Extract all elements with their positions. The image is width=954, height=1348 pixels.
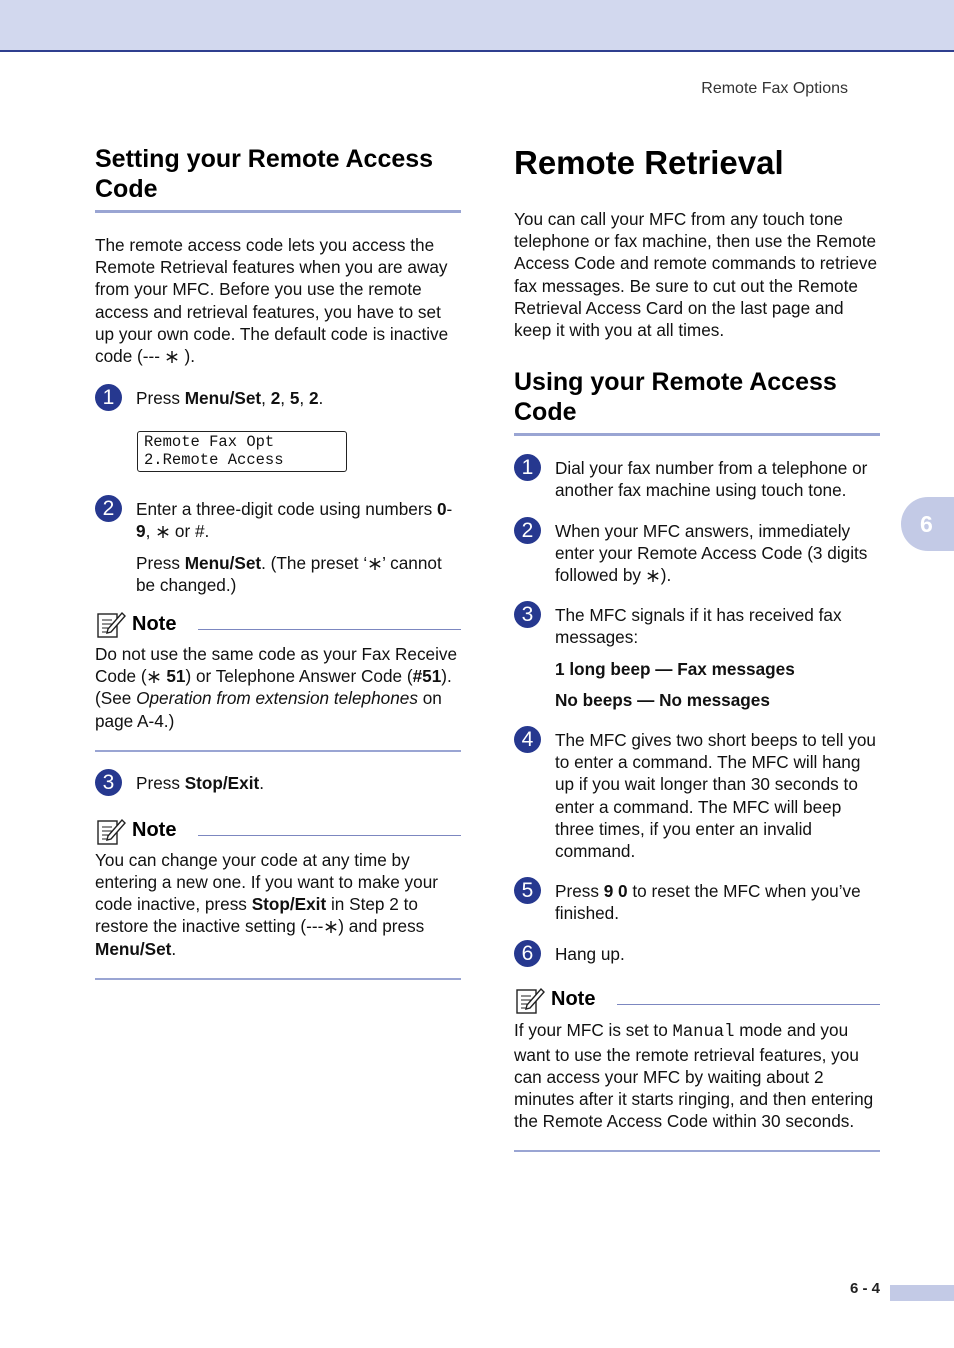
step-3-signals: 3 The MFC signals if it has received fax messages: — [514, 604, 880, 648]
step-number-3: 3 — [95, 769, 122, 796]
page-number: 6 - 4 — [849, 1280, 880, 1297]
left-column — [95, 144, 461, 980]
note-1-divider — [198, 629, 461, 630]
step-number-6: 6 — [514, 940, 541, 967]
lcd-display — [137, 431, 347, 472]
note-pencil-icon — [514, 985, 545, 1015]
step-2-press-menu: Press Menu/Set. (The preset ‘ ’ cannot be changed.) — [136, 552, 442, 595]
step-number-2: 2 — [95, 495, 122, 522]
star-icon — [155, 520, 170, 542]
step-5-reset: 5 Press 9 0 to reset the MFC when you’ve finished. — [514, 880, 880, 924]
running-title: Remote Fax Options — [701, 80, 848, 97]
step-number-3: 3 — [514, 601, 541, 628]
footer-band — [890, 1285, 954, 1301]
note-1-end-rule — [95, 750, 461, 752]
key-stop-exit: Stop/Exit — [184, 772, 260, 793]
lcd-line-1: Remote Fax Opt — [144, 433, 275, 452]
note-3-end-rule — [514, 1150, 880, 1152]
note-1-text: Do not use the same code as your Fax Receive Code ( 51) or Telephone Answer Code (#51). (See Operation from extension telephones on page A-4.) — [95, 644, 458, 731]
note-pencil-icon — [95, 816, 126, 846]
note-2-header — [95, 815, 461, 847]
step-3-press-stop: 3 Press Stop/Exit. — [95, 772, 461, 796]
note-1-title: Note — [132, 612, 177, 635]
lcd-line-2: 2.Remote Access — [144, 450, 284, 469]
note-1-header — [95, 608, 461, 640]
step-number-1: 1 — [95, 384, 122, 411]
step-1-press-menu: 1 Press Menu/Set, 2, 5, 2. — [95, 387, 461, 411]
note-3-text: If your MFC is set to Manual mode and you want to use the remote retrieval features, you can access your MFC by waiting about 2 minutes after it starts ringing, and then entering the Remote Access Code within 30 seconds. — [514, 1019, 874, 1132]
setting-code-intro: The remote access code lets you access the Remote Retrieval features when you are away from your MFC. Before you use the remote access and retrieval features, you have to set up your own code. The default code is inactive code (--- ). — [95, 235, 449, 367]
step-number-1: 1 — [514, 454, 541, 481]
key-menu-set: Menu/Set — [184, 388, 262, 409]
star-icon — [646, 564, 661, 586]
note-2-title: Note — [132, 819, 177, 842]
note-3-title: Note — [551, 988, 596, 1011]
step-1-dial: 1 Dial your fax number from a telephone or another fax machine using touch tone. — [514, 457, 880, 501]
step-2-enter-code: 2 When your MFC answers, immediately enter your Remote Access Code (3 digits followed by ). — [514, 520, 880, 587]
step-number-4: 4 — [514, 726, 541, 753]
remote-retrieval-intro: You can call your MFC from any touch tone telephone or fax machine, then use the Remote Access Code and remote commands to retrieve fax messages. Be sure to cut out the Remote Retrieval Access Card on the last page and keep it with you at all times. — [514, 209, 878, 341]
step-2-enter-code: 2 Enter a three-digit code using numbers 0-9, or #. — [95, 498, 461, 542]
step-6-hang-up: 6 Hang up. — [514, 943, 880, 967]
note-3-header — [514, 984, 880, 1016]
chapter-tab-6[interactable]: 6 — [901, 497, 954, 551]
top-header-band — [0, 0, 954, 52]
note-3-divider — [617, 1004, 880, 1005]
star-icon — [165, 345, 180, 367]
right-column — [514, 144, 880, 1152]
lcd-mode-manual: Manual — [672, 1022, 735, 1042]
step-4-command: 4 The MFC gives two short beeps to tell you to enter a command. The MFC will hang up if you wait longer than 30 seconds to enter a command. The MFC will beep three times, if you enter an invalid command. — [514, 729, 880, 862]
star-icon — [147, 665, 162, 687]
note-pencil-icon — [95, 609, 126, 639]
signal-no-beeps: No beeps — No messages — [555, 689, 770, 710]
star-icon — [367, 552, 382, 574]
note-2-divider — [198, 835, 461, 836]
signal-long-beep: 1 long beep — Fax messages — [555, 658, 795, 679]
note-2-end-rule — [95, 978, 461, 980]
section-heading-using-code: Using your Remote Access Code — [514, 367, 880, 436]
chapter-title-remote-retrieval: Remote Retrieval — [514, 144, 784, 181]
star-icon — [323, 915, 338, 937]
note-2-text: You can change your code at any time by entering a new one. If you want to make your code inactive, press Stop/Exit in Step 2 to restore the inactive setting (--- ) and press Menu/Set. — [95, 849, 438, 959]
step-number-5: 5 — [514, 877, 541, 904]
step-number-2: 2 — [514, 517, 541, 544]
section-heading-setting-code: Setting your Remote Access Code — [95, 144, 461, 213]
